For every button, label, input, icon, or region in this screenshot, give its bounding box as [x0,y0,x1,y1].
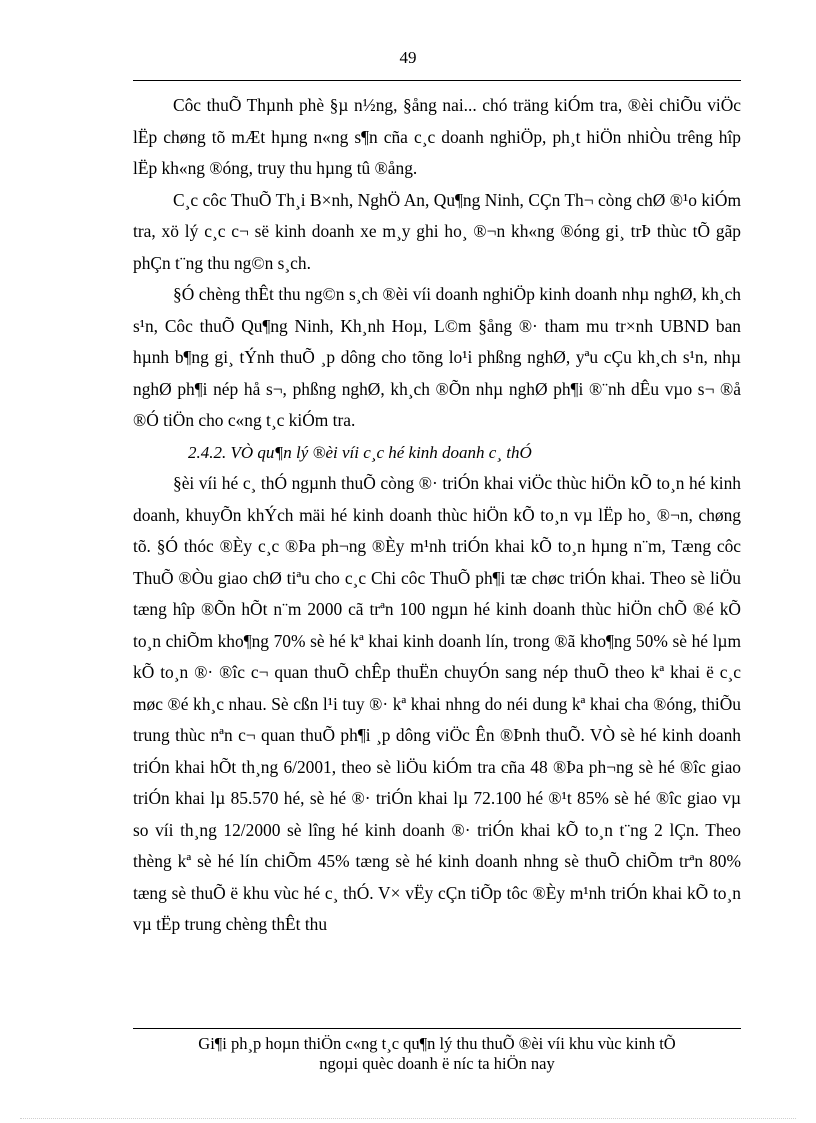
paragraph: §Ó chèng thÊt thu ng©n s¸ch ®èi víi doanh nghiÖp kinh doanh nhµ nghØ, kh¸ch s¹n, Côc thuÕ Qu¶ng Ninh, Kh¸nh Hoµ, L©m §ång ®· tham mu tr×nh UBND ban hµnh b¶ng gi¸ tÝnh thuÕ ¸p dông cho tõng lo¹i phßng nghØ, yªu cÇu kh¸ch s¹n, nhµ nghØ ph¶i nép hå s¬, phßng nghØ, kh¸ch ®Õn nhµ nghØ ph¶i ®¨nh dÊu vµo s¬ ®å ®Ó tiÖn cho c«ng t¸c kiÓm tra. [133,284,741,430]
header-rule [133,80,741,81]
footer-line-1: Gi¶i ph¸p hoµn thiÖn c«ng t¸c qu¶n lý thu thuÕ ®èi víi khu vùc kinh tÕ [198,1034,676,1053]
paragraph: Côc thuÕ Thµnh phè §µ n½ng, §ång nai... chó träng kiÓm tra, ®èi chiÕu viÖc lËp chøng tõ mÆt hµng n«ng s¶n cña c¸c doanh nghiÖp, ph¸t hiÖn nhiÒu trêng hîp lËp kh«ng ®óng, truy thu hµng tû ®ång. [133,95,741,178]
paragraph: C¸c côc ThuÕ Th¸i B×nh, NghÖ An, Qu¶ng Ninh, CÇn Th¬ còng chØ ®¹o kiÓm tra, xö lý c¸c c¬ së kinh doanh xe m¸y ghi ho¸ ®¬n kh«ng ®óng gi¸ trÞ thùc tÕ gãp phÇn t¨ng thu ng©n s¸ch. [133,189,741,273]
section-heading: 2.4.2. VÒ qu¶n lý ®èi víi c¸c hé kinh doanh c¸ thÓ [188,442,532,462]
body-text [133,90,741,941]
footer-rule [133,1028,741,1029]
footer [133,1034,741,1074]
paragraph: §èi víi hé c¸ thÓ ngµnh thuÕ còng ®· triÓn khai viÖc thùc hiÖn kÕ to¸n hé kinh doanh, khuyÕn khÝch mäi hé kinh doanh thùc hiÖn kÕ to¸n vµ lËp ho¸ ®¬n, chøng tõ. §Ó thóc ®Èy c¸c ®Þa ph¬ng ®Èy m¹nh triÓn khai kÕ to¸n hµng n¨m, Tæng côc ThuÕ ®Òu giao chØ tiªu cho c¸c Chi côc ThuÕ ph¶i tæ chøc triÓn khai. Theo sè liÖu tæng hîp ®Õn hÕt n¨m 2000 cã trªn 100 ngµn hé kinh doanh thùc hiÖn chÕ ®é kÕ to¸n chiÕm kho¶ng 70% sè hé kª khai kinh doanh lín, trong ®ã kho¶ng 50% sè hé lµm kÕ to¸n ®· ®îc c¬ quan thuÕ chÊp thuËn chuyÓn sang nép thuÕ theo kª khai ë c¸c møc ®é kh¸c nhau. Sè cßn l¹i tuy ®· kª khai nhng do néi dung kª khai cha ®óng, thiÕu trung thùc nªn c¬ quan thuÕ ph¶i ¸p dông viÖc Ên ®Þnh thuÕ. VÒ sè hé kinh doanh triÓn khai hÕt th¸ng 6/2001, theo sè liÖu kiÓm tra cña 48 ®Þa ph¬ng sè hé ®îc giao triÓn khai lµ 85.570 hé, sè hé ®· triÓn khai lµ 72.100 hé ®¹t 85% sè hé ®îc giao vµ so víi th¸ng 12/2000 sè lîng hé kinh doanh ®· triÓn khai kÕ to¸n t¨ng 2 lÇn. Theo thèng kª sè hé lín chiÕm 45% tæng sè hé kinh doanh nhng sè thuÕ chiÕm trªn 80% tæng sè thuÕ ë khu vùc hé c¸ thÓ. V× vËy cÇn tiÕp tôc ®Èy m¹nh triÓn khai kÕ to¸n vµ tËp trung chèng thÊt thu [133,473,741,934]
footer-line-2: ngoµi quèc doanh ë níc ta hiÖn nay [319,1054,555,1073]
page-edge-divider [20,1118,796,1119]
page-number: 49 [399,48,417,67]
